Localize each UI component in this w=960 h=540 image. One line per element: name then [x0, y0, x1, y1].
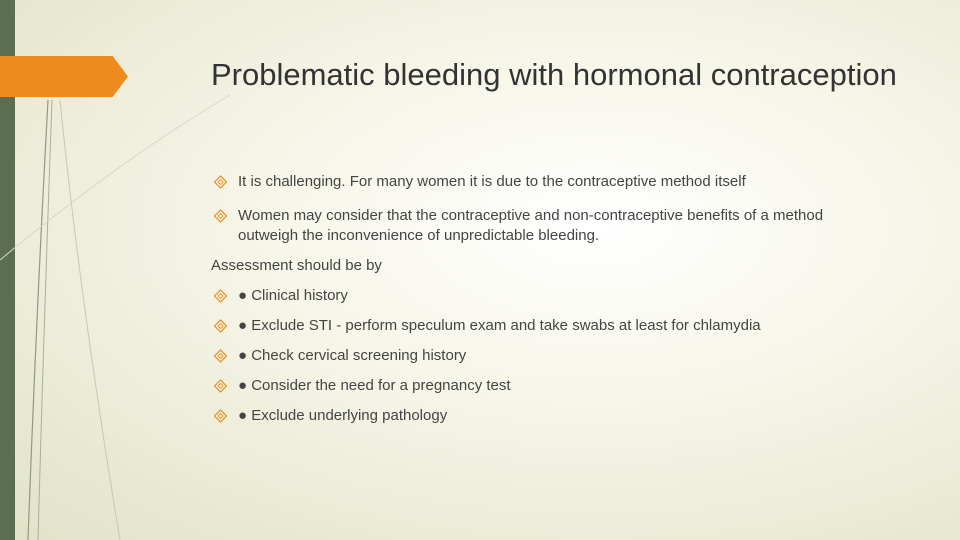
diamond-bullet-icon — [213, 319, 228, 333]
diamond-bullet-icon — [213, 209, 228, 223]
diamond-bullet-icon — [213, 289, 228, 303]
assessment-text: ● Exclude underlying pathology — [238, 407, 448, 424]
bullet-item — [211, 172, 871, 192]
assessment-item — [211, 286, 871, 306]
bullet-text: Women may consider that the contraceptive and non-contraceptive benefits of a method outweigh the inconvenience of unpredictable bleeding. — [238, 207, 824, 244]
assessment-text: ● Exclude STI - perform speculum exam and take swabs at least for chlamydia — [238, 317, 761, 334]
slide-content — [211, 168, 871, 426]
slide-title: Problematic bleeding with hormonal contraception — [211, 57, 897, 92]
assessment-text: ● Clinical history — [238, 287, 348, 304]
diamond-bullet-icon — [213, 175, 228, 189]
bullet-item — [211, 206, 871, 246]
diamond-bullet-icon — [213, 379, 228, 393]
diamond-bullet-icon — [213, 409, 228, 423]
assessment-item — [211, 406, 871, 426]
assessment-text: ● Consider the need for a pregnancy test — [238, 377, 511, 394]
assessment-item — [211, 346, 871, 366]
assessment-item — [211, 376, 871, 396]
bullet-text: It is challenging. For many women it is due to the contraceptive method itself — [238, 173, 746, 190]
assessment-item — [211, 316, 871, 336]
assessment-text: ● Check cervical screening history — [238, 347, 467, 364]
assessment-heading: Assessment should be by — [211, 257, 382, 274]
diamond-bullet-icon — [213, 349, 228, 363]
title-accent-tab — [0, 56, 128, 97]
